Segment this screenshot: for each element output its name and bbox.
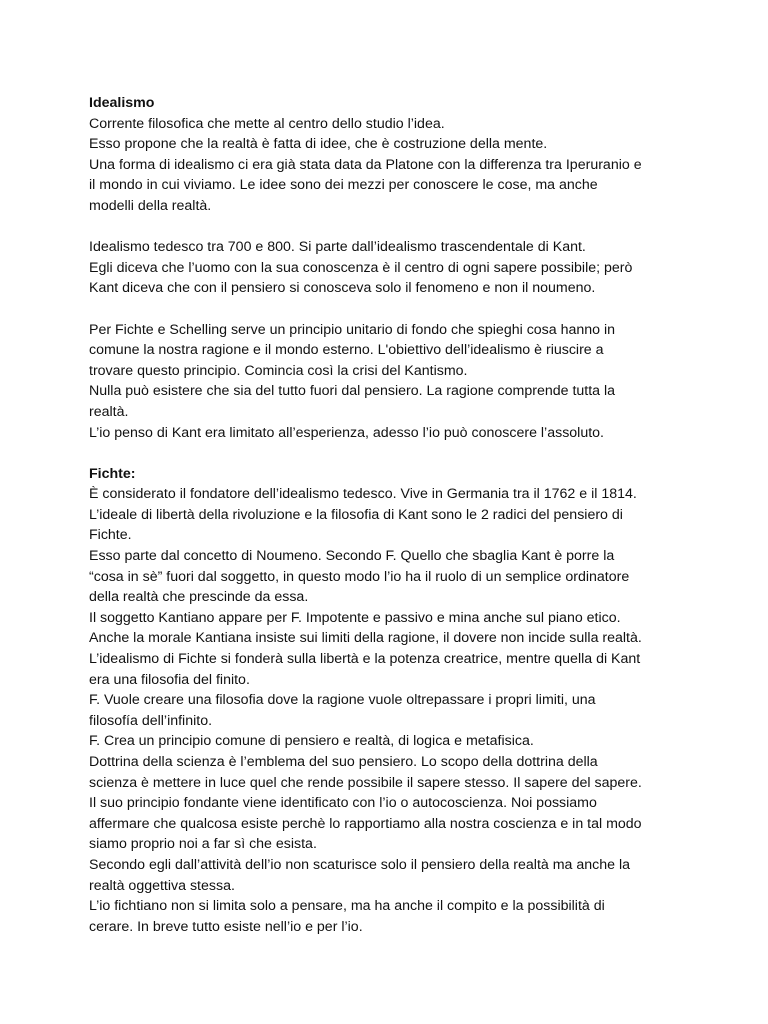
section	[89, 464, 729, 938]
section	[89, 237, 729, 299]
text-line: L’io fichtiano non si limita solo a pensare, ma ha anche il compito e la possibilità di	[89, 898, 605, 915]
section	[89, 320, 729, 444]
text-line: L’idealismo di Fichte si fonderà sulla libertà e la potenza creatrice, mentre quella di Kant	[89, 651, 641, 668]
text-line: Anche la morale Kantiana insiste sui limiti della ragione, il dovere non incide sulla realtà.	[89, 630, 642, 647]
text-line: F. Crea un principio comune di pensiero e realtà, di logica e metafisica.	[89, 733, 534, 750]
text-line: Idealismo tedesco tra 700 e 800. Si parte dall’idealismo trascendentale di Kant.	[89, 239, 586, 256]
paragraph-gap	[89, 299, 729, 320]
text-line: realtà.	[89, 403, 129, 420]
text-line: modelli della realtà.	[89, 197, 212, 214]
text-line: Il suo principio fondante viene identificato con l’io o autocoscienza. Noi possiamo	[89, 795, 597, 812]
text-line: Fichte.	[89, 527, 132, 544]
text-line: della realtà che prescinde da essa.	[89, 589, 309, 606]
text-line: Egli diceva che l’uomo con la sua conoscenza è il centro di ogni sapere possibile; però	[89, 259, 633, 276]
text-line: Esso propone che la realtà è fatta di idee, che è costruzione della mente.	[89, 136, 548, 153]
text-line: filosofía dell’infinito.	[89, 712, 213, 729]
text-line: cerare. In breve tutto esiste nell’io e per l’io.	[89, 918, 363, 935]
text-line: Kant diceva che con il pensiero si conosceva solo il fenomeno e non il noumeno.	[89, 280, 596, 297]
text-line: Una forma di idealismo ci era già stata data da Platone con la differenza tra Iperuranio e	[89, 156, 642, 173]
paragraph-gap	[89, 443, 729, 464]
text-line: Esso parte dal concetto di Noumeno. Secondo F. Quello che sbaglia Kant è porre la	[89, 548, 615, 565]
text-line: “cosa in sè” fuori dal soggetto, in questo modo l’io ha il ruolo di un semplice ordinatore	[89, 568, 630, 585]
text-line: comune la nostra ragione e il mondo esterno. L'obiettivo dell’idealismo è riuscire a	[89, 342, 604, 359]
document-page	[89, 93, 729, 937]
text-line: realtà oggettiva stessa.	[89, 877, 235, 894]
text-line: siamo proprio noi a far sì che esista.	[89, 836, 317, 853]
text-line: il mondo in cui viviamo. Le idee sono dei mezzi per conoscere le cose, ma anche	[89, 177, 598, 194]
text-line: trovare questo principio. Comincia così la crisi del Kantismo.	[89, 362, 468, 379]
text-line: Secondo egli dall’attività dell’io non scaturisce solo il pensiero della realtà ma anche la	[89, 856, 631, 873]
section	[89, 93, 729, 217]
paragraph-gap	[89, 217, 729, 238]
text-line: Il soggetto Kantiano appare per F. Impotente e passivo e mina anche sul piano etico.	[89, 609, 621, 626]
section-heading: Fichte:	[89, 465, 136, 482]
section-heading: Idealismo	[89, 95, 155, 111]
text-line: L’io penso di Kant era limitato all’esperienza, adesso l’io può conoscere l’assoluto.	[89, 424, 604, 441]
text-line: Corrente filosofica che mette al centro dello studio l’idea.	[89, 115, 445, 132]
text-line: F. Vuole creare una filosofia dove la ragione vuole oltrepassare i propri limiti, una	[89, 692, 596, 709]
text-line: Nulla può esistere che sia del tutto fuori dal pensiero. La ragione comprende tutta la	[89, 383, 616, 400]
text-line: È considerato il fondatore dell’idealismo tedesco. Vive in Germania tra il 1762 e il 1814.	[89, 486, 637, 503]
text-line: era una filosofia del finito.	[89, 671, 250, 688]
text-line: L’ideale di libertà della rivoluzione e la filosofia di Kant sono le 2 radici del pensiero di	[89, 506, 623, 523]
text-line: Dottrina della scienza è l’emblema del suo pensiero. Lo scopo della dottrina della	[89, 754, 598, 770]
text-line: affermare che qualcosa esiste perchè lo rapportiamo alla nostra coscienza e in tal modo	[89, 815, 642, 832]
text-line: scienza è mettere in luce quel che rende possibile il sapere stesso. Il sapere del sapere.	[89, 774, 642, 791]
text-line: Per Fichte e Schelling serve un principio unitario di fondo che spieghi cosa hanno in	[89, 321, 616, 338]
